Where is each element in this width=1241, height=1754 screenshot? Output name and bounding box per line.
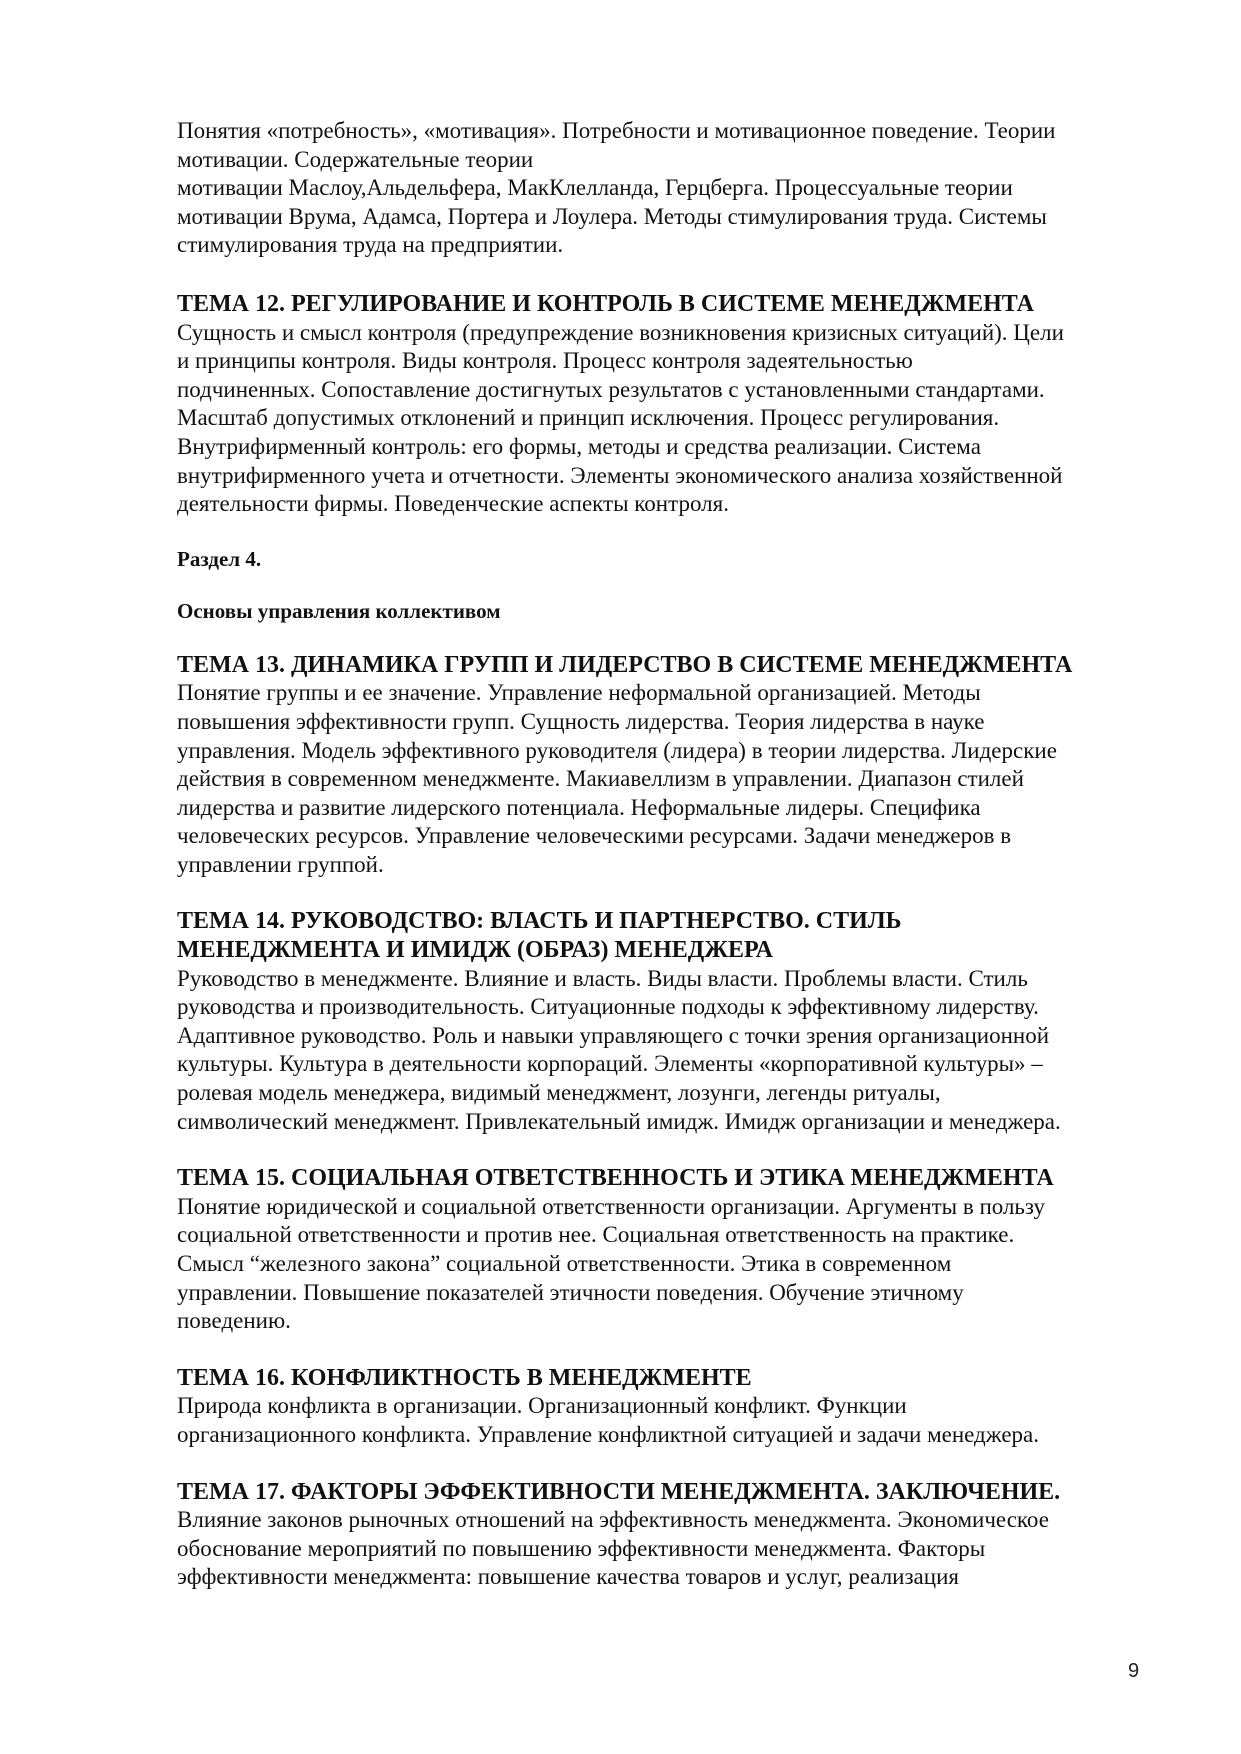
- paragraph-line: Влияние законов рыночных отношений на эффективность менеджмента. Экономическое: [177, 1507, 1049, 1533]
- paragraph-line: внутрифирменного учета и отчетности. Элементы экономического анализа хозяйственной: [177, 462, 1063, 488]
- paragraph-line: и принципы контроля. Виды контроля. Процесс контроля задеятельностью: [177, 348, 913, 374]
- section-4-label: Раздел 4.: [177, 546, 262, 571]
- topic-14-heading: МЕНЕДЖМЕНТА И ИМИДЖ (ОБРАЗ) МЕНЕДЖЕРА: [177, 937, 773, 964]
- paragraph-line: Понятие группы и ее значение. Управление неформальной организацией. Методы: [177, 680, 981, 706]
- paragraph-line: управлении группой.: [177, 851, 384, 877]
- paragraph-line: Понятия «потребность», «мотивация». Потребности и мотивационное поведение. Теории: [177, 118, 1056, 143]
- topic-12-section: [177, 290, 1147, 519]
- paragraph-line: Адаптивное руководство. Роль и навыки управляющего с точки зрения организационной: [177, 1022, 1050, 1048]
- paragraph-line: руководства и производительность. Ситуационные подходы к эффективному лидерству.: [177, 994, 1039, 1020]
- paragraph-line: социальной ответственности и против нее. Социальная ответственность на практике.: [177, 1222, 1015, 1248]
- topic-14-heading: ТЕМА 14. РУКОВОДСТВО: ВЛАСТЬ И ПАРТНЕРСТВО. СТИЛЬ: [177, 908, 902, 935]
- paragraph-line: Руководство в менеджменте. Влияние и власть. Виды власти. Проблемы власти. Стиль: [177, 965, 1028, 991]
- paragraph-line: ролевая модель менеджера, видимый менеджмент, лозунги, легенды ритуалы,: [177, 1080, 941, 1106]
- intro-paragraph: [177, 117, 1147, 260]
- paragraph-line: культуры. Культура в деятельности корпораций. Элементы «корпоративной культуры» –: [177, 1051, 1043, 1077]
- paragraph-line: деятельности фирмы. Поведенческие аспекты контроля.: [177, 491, 729, 517]
- paragraph-line: повышения эффективности групп. Сущность лидерства. Теория лидерства в науке: [177, 708, 985, 734]
- topic-15-section: [177, 1164, 1147, 1336]
- paragraph-line: Понятие юридической и социальной ответственности организации. Аргументы в пользу: [177, 1193, 1046, 1219]
- paragraph-line: эффективности менеджмента: повышение качества товаров и услуг, реализация: [177, 1564, 959, 1590]
- paragraph-line: обоснование мероприятий по повышению эффективности менеджмента. Факторы: [177, 1535, 986, 1561]
- paragraph-line: Масштаб допустимых отклонений и принцип исключения. Процесс регулирования.: [177, 405, 1000, 431]
- paragraph-line: организационного конфликта. Управление конфликтной ситуацией и задачи менеджера.: [177, 1421, 1040, 1447]
- paragraph-line: Сущность и смысл контроля (предупреждение возникновения кризисных ситуаций). Цели: [177, 319, 1064, 345]
- topic-12-heading: ТЕМА 12. РЕГУЛИРОВАНИЕ И КОНТРОЛЬ В СИСТЕМЕ МЕНЕДЖМЕНТА: [177, 290, 1034, 317]
- topic-16-section: [177, 1364, 1147, 1450]
- topic-15-heading: ТЕМА 15. СОЦИАЛЬНАЯ ОТВЕТСТВЕННОСТЬ И ЭТИКА МЕНЕДЖМЕНТА: [177, 1165, 1054, 1192]
- paragraph-line: действия в современном менеджменте. Макиавеллизм в управлении. Диапазон стилей: [177, 766, 1024, 792]
- document-page: [177, 117, 1147, 1592]
- topic-14-section: [177, 907, 1147, 1136]
- topic-17-heading: ТЕМА 17. ФАКТОРЫ ЭФФЕКТИВНОСТИ МЕНЕДЖМЕНТА. ЗАКЛЮЧЕНИЕ.: [177, 1478, 1061, 1505]
- paragraph-line: Внутрифирменный контроль: его формы, методы и средства реализации. Система: [177, 433, 981, 459]
- page-number: 9: [1128, 1660, 1140, 1682]
- paragraph-line: символический менеджмент. Привлекательный имидж. Имидж организации и менеджера.: [177, 1108, 1061, 1134]
- topic-13-heading: ТЕМА 13. ДИНАМИКА ГРУПП И ЛИДЕРСТВО В СИСТЕМЕ МЕНЕДЖМЕНТА: [177, 651, 1073, 678]
- paragraph-line: лидерства и развитие лидерского потенциала. Неформальные лидеры. Специфика: [177, 794, 981, 820]
- topic-16-heading: ТЕМА 16. КОНФЛИКТНОСТЬ В МЕНЕДЖМЕНТЕ: [177, 1364, 752, 1391]
- paragraph-line: мотивации Маслоу,Альдельфера, МакКлелланда, Герцберга. Процессуальные теории: [177, 175, 1013, 201]
- paragraph-line: Природа конфликта в организации. Организационный конфликт. Функции: [177, 1393, 907, 1419]
- paragraph-line: подчиненных. Сопоставление достигнутых результатов с установленными стандартами.: [177, 376, 1045, 402]
- paragraph-line: Смысл “железного закона” социальной ответственности. Этика в современном: [177, 1251, 952, 1276]
- paragraph-line: поведению.: [177, 1308, 291, 1334]
- paragraph-line: мотивации Врума, Адамса, Портера и Лоулера. Методы стимулирования труда. Системы: [177, 203, 1047, 229]
- paragraph-line: мотивации. Содержательные теории: [177, 146, 534, 172]
- paragraph-line: управлении. Повышение показателей этичности поведения. Обучение этичному: [177, 1279, 964, 1305]
- topic-17-section: [177, 1478, 1147, 1592]
- paragraph-line: стимулирования труда на предприятии.: [177, 232, 564, 258]
- section-4-title: Основы управления коллективом: [177, 598, 501, 623]
- paragraph-line: управления. Модель эффективного руководителя (лидера) в теории лидерства. Лидерские: [177, 737, 1057, 763]
- topic-13-section: [177, 651, 1147, 880]
- paragraph-line: человеческих ресурсов. Управление человеческими ресурсами. Задачи менеджеров в: [177, 823, 1012, 849]
